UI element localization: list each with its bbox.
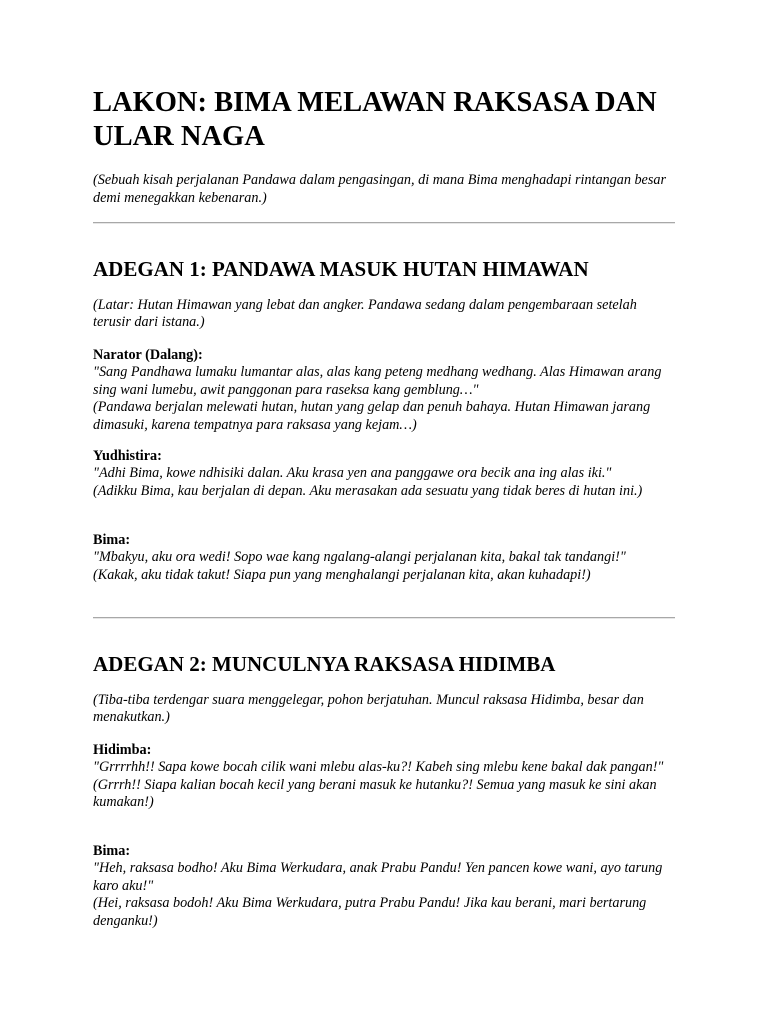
dialogue-javanese: "Grrrrhh!! Sapa kowe bocah cilik wani mlebu alas-ku?! Kabeh sing mlebu kene bakal dak pangan!" bbox=[93, 759, 664, 776]
scene-heading: ADEGAN 1: PANDAWA MASUK HUTAN HIMAWAN bbox=[93, 257, 589, 281]
dialogue-translation: (Grrrh!! Siapa kalian bocah kecil yang berani masuk ke hutanku?! Semua yang masuk ke sini akan kumakan!) bbox=[93, 776, 657, 811]
dialogue-translation: (Hei, raksasa bodoh! Aku Bima Werkudara, putra Prabu Pandu! Jika kau berani, mari bertarung denganku!) bbox=[93, 895, 647, 929]
dialogue-translation: (Adikku Bima, kau berjalan di depan. Aku merasakan ada sesuatu yang tidak beres di hutan ini.) bbox=[93, 482, 643, 499]
dialogue-javanese: "Heh, raksasa bodho! Aku Bima Werkudara, anak Prabu Pandu! Yen pancen kowe wani, ayo tarung karo aku!" bbox=[93, 860, 663, 894]
divider bbox=[93, 222, 675, 224]
dialogue-block bbox=[93, 843, 678, 930]
dialogue-block bbox=[93, 448, 678, 500]
dialogue-block bbox=[93, 742, 678, 812]
dialogue-block bbox=[93, 532, 678, 584]
scene-heading: ADEGAN 2: MUNCULNYA RAKSASA HIDIMBA bbox=[93, 652, 556, 676]
dialogue-javanese: "Sang Pandhawa lumaku lumantar alas, alas kang peteng medhang wedhang. Alas Himawan arang sing wani lumebu, awit panggonan para raseksa kang gemblung…" bbox=[93, 364, 662, 398]
speaker-name: Yudhistira: bbox=[93, 448, 162, 464]
dialogue-block bbox=[93, 347, 678, 434]
speaker-name: Narator (Dalang): bbox=[93, 347, 203, 363]
page-title: LAKON: BIMA MELAWAN RAKSASA DAN ULAR NAGA bbox=[93, 87, 657, 152]
scene-setting: (Latar: Hutan Himawan yang lebat dan angker. Pandawa sedang dalam pengembaraan setelah terusir dari istana.) bbox=[93, 297, 637, 331]
speaker-name: Bima: bbox=[93, 843, 131, 859]
dialogue-javanese: "Mbakyu, aku ora wedi! Sopo wae kang ngalang-alangi perjalanan kita, bakal tak tandangi!" bbox=[93, 549, 626, 566]
scene-setting: (Tiba-tiba terdengar suara menggelegar, pohon berjatuhan. Muncul raksasa Hidimba, besar dan menakutkan.) bbox=[93, 692, 644, 726]
divider bbox=[93, 617, 675, 619]
intro-paragraph: (Sebuah kisah perjalanan Pandawa dalam pengasingan, di mana Bima menghadapi rintangan besar demi menegakkan kebenaran.) bbox=[93, 172, 666, 206]
speaker-name: Bima: bbox=[93, 532, 131, 548]
dialogue-javanese: "Adhi Bima, kowe ndhisiki dalan. Aku krasa yen ana panggawe ora becik ana ing alas iki." bbox=[93, 465, 612, 482]
dialogue-translation: (Pandawa berjalan melewati hutan, hutan yang gelap dan penuh bahaya. Hutan Himawan jarang dimasuki, karena tempatnya para raksasa yang kejam…) bbox=[93, 399, 651, 433]
speaker-name: Hidimba: bbox=[93, 742, 152, 758]
dialogue-translation: (Kakak, aku tidak takut! Siapa pun yang menghalangi perjalanan kita, akan kuhadapi!) bbox=[93, 566, 591, 583]
